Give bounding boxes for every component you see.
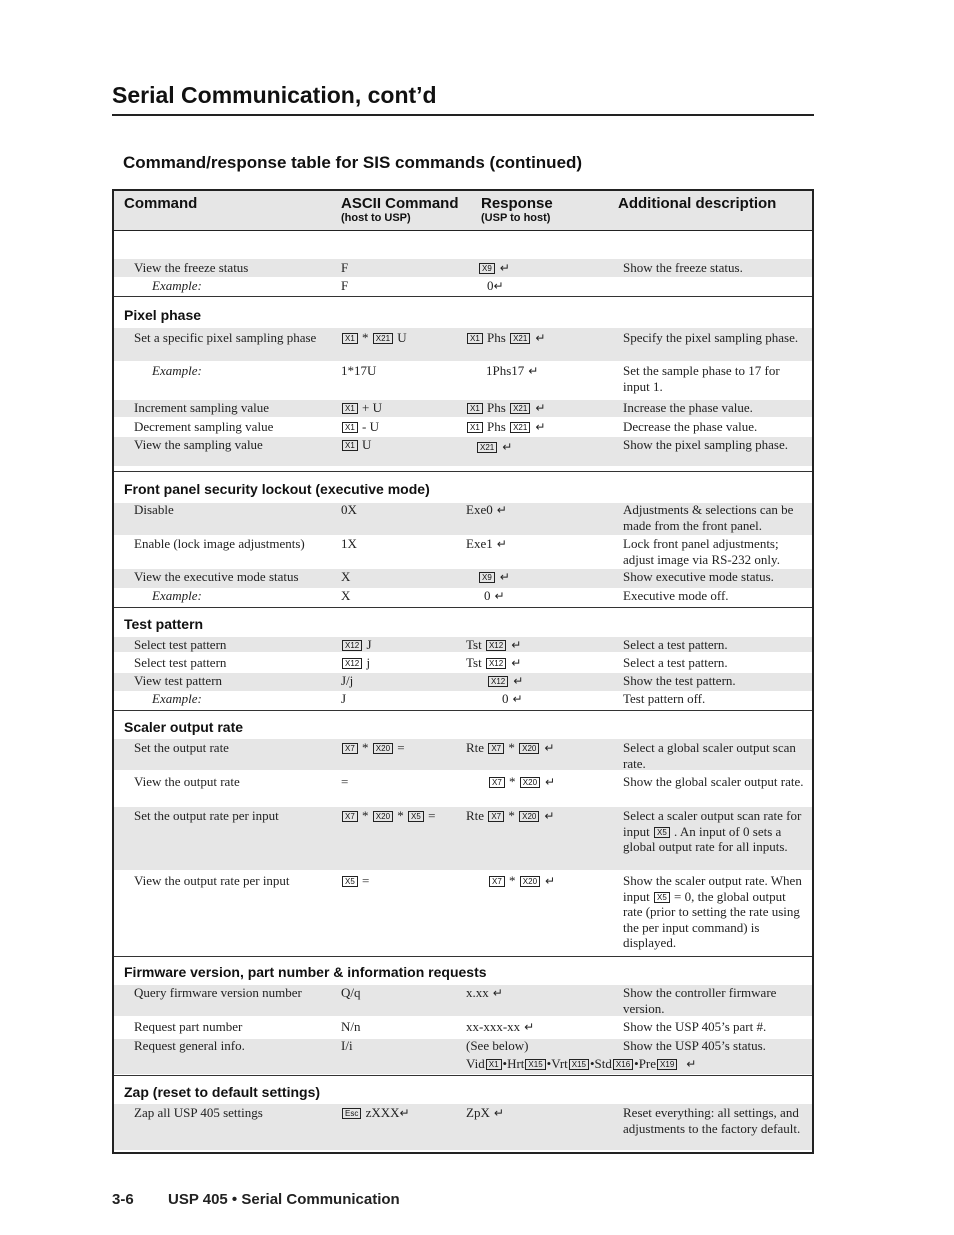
description-cell: Reset everything: all settings, and adjustments to the factory default. xyxy=(623,1105,801,1136)
example-label: Example: xyxy=(152,363,202,378)
header-ascii-command: ASCII Command xyxy=(341,195,459,212)
description-text: Show the scaler output rate. When input xyxy=(623,873,802,904)
variable-token: X19 xyxy=(657,1059,677,1070)
variable-token: X15 xyxy=(569,1059,589,1070)
separator: * xyxy=(509,873,516,888)
ascii-suffix: j xyxy=(366,655,371,670)
command-cell: Request part number xyxy=(134,1019,243,1034)
ascii-suffix: = xyxy=(362,873,370,888)
ascii-cell: Q/q xyxy=(341,985,361,1000)
ascii-suffix: U xyxy=(362,437,372,452)
variable-token: X20 xyxy=(519,743,539,754)
command-cell: Decrement sampling value xyxy=(134,419,274,434)
command-cell: Enable (lock image adjustments) xyxy=(134,536,305,551)
description-cell: Lock front panel adjustments; adjust image via RS-232 only. xyxy=(623,536,780,567)
response-text: Rte xyxy=(466,740,485,755)
description-cell: Select a test pattern. xyxy=(623,655,728,670)
variable-token: X5 xyxy=(654,892,670,903)
command-table xyxy=(112,189,814,1154)
return-icon: ↵ xyxy=(544,809,555,823)
return-icon: ↵ xyxy=(494,589,505,603)
ascii-cell: X xyxy=(341,588,351,603)
variable-token: X15 xyxy=(525,1059,545,1070)
response-cell: (See below) xyxy=(466,1038,529,1053)
description-cell: Increase the phase value. xyxy=(623,400,753,415)
description-text: . An input of 0 sets a global output rate for all inputs. xyxy=(623,823,788,854)
variable-token: X21 xyxy=(510,403,530,414)
group-title: Zap (reset to default settings) xyxy=(124,1084,321,1100)
variable-token: X16 xyxy=(613,1059,633,1070)
variable-token: X9 xyxy=(479,572,495,583)
return-icon: ↵ xyxy=(493,279,504,293)
response-text: Phs xyxy=(487,419,506,434)
response-text: x.xx xyxy=(466,985,489,1000)
variable-token: X5 xyxy=(654,827,670,838)
command-cell: View the freeze status xyxy=(134,260,249,275)
example-label: Example: xyxy=(152,278,202,293)
return-icon: ↵ xyxy=(545,874,556,888)
command-cell: View the output rate xyxy=(134,774,240,789)
description-cell: Show the USP 405’s part #. xyxy=(623,1019,767,1034)
ascii-cell: 0X xyxy=(341,502,357,517)
description-cell: Executive mode off. xyxy=(623,588,729,603)
ascii-suffix: + U xyxy=(362,400,383,415)
command-cell: Select test pattern xyxy=(134,637,227,652)
response-text: xx-xxx-xx xyxy=(466,1019,521,1034)
group-title: Test pattern xyxy=(124,616,204,632)
variable-token: X1 xyxy=(467,403,483,414)
footer-page-number: 3-6 xyxy=(112,1191,134,1208)
variable-token: X7 xyxy=(488,743,504,754)
variable-token: X1 xyxy=(342,403,358,414)
header-response-sub: (USP to host) xyxy=(481,212,551,224)
variable-token: X7 xyxy=(488,811,504,822)
ascii-cell: I/i xyxy=(341,1038,353,1053)
command-cell: Request general info. xyxy=(134,1038,245,1053)
return-icon: ↵ xyxy=(535,331,546,345)
ascii-cell: 1X xyxy=(341,536,357,551)
response-value: 0 xyxy=(502,691,509,706)
variable-token: X20 xyxy=(373,743,393,754)
title-rule xyxy=(112,114,814,116)
variable-token: X20 xyxy=(520,876,540,887)
variable-token: X20 xyxy=(519,811,539,822)
response-text: Exe0 xyxy=(466,502,493,517)
section-heading: Command/response table for SIS commands (continued) xyxy=(123,153,583,172)
description-cell: Adjustments & selections can be made from the front panel. xyxy=(623,502,794,533)
variable-token: X12 xyxy=(342,640,362,651)
variable-token: X21 xyxy=(510,422,530,433)
variable-token: X1 xyxy=(467,422,483,433)
response-text: Tst xyxy=(466,655,482,670)
page-title: Serial Communication, cont’d xyxy=(112,82,437,108)
separator: * xyxy=(362,330,369,345)
command-cell: Set a specific pixel sampling phase xyxy=(134,330,317,345)
variable-token: X12 xyxy=(488,676,508,687)
variable-token: X20 xyxy=(520,777,540,788)
command-cell: Set the output rate per input xyxy=(134,808,279,823)
response-text: •Vrt xyxy=(546,1056,568,1071)
variable-token: X12 xyxy=(486,640,506,651)
return-icon: ↵ xyxy=(545,775,556,789)
header-ascii-sub: (host to USP) xyxy=(341,212,411,224)
response-value: 0 xyxy=(484,588,491,603)
ascii-cell xyxy=(341,1105,410,1122)
ascii-cell: = xyxy=(341,774,349,789)
separator: * xyxy=(397,808,404,823)
description-cell: Show the controller firmware version. xyxy=(623,985,777,1016)
description-cell: Show the global scaler output rate. xyxy=(623,774,804,789)
variable-token: X21 xyxy=(477,442,497,453)
command-cell: View test pattern xyxy=(134,673,223,688)
return-icon: ↵ xyxy=(513,674,524,688)
response-text: Vid xyxy=(466,1056,485,1071)
example-label: Example: xyxy=(152,588,202,603)
return-icon: ↵ xyxy=(511,638,522,652)
command-cell: View the executive mode status xyxy=(134,569,299,584)
variable-token: X7 xyxy=(342,811,358,822)
return-icon: ↵ xyxy=(512,692,523,706)
return-icon: ↵ xyxy=(399,1106,410,1120)
command-cell: View the sampling value xyxy=(134,437,263,452)
variable-token: X5 xyxy=(408,811,424,822)
return-icon: ↵ xyxy=(535,401,546,415)
response-text: Tst xyxy=(466,637,482,652)
return-icon: ↵ xyxy=(686,1057,697,1071)
description-cell: Specify the pixel sampling phase. xyxy=(623,330,799,345)
example-label: Example: xyxy=(152,691,202,706)
return-icon: ↵ xyxy=(496,537,507,551)
description-cell: Select a global scaler output scan rate. xyxy=(623,740,796,771)
response-text: Exe1 xyxy=(466,536,493,551)
footer-title: USP 405 • Serial Communication xyxy=(168,1191,400,1208)
command-cell: Disable xyxy=(134,502,174,517)
variable-token: X12 xyxy=(342,658,362,669)
return-icon: ↵ xyxy=(502,440,513,454)
group-title: Pixel phase xyxy=(124,307,202,323)
description-cell: Show executive mode status. xyxy=(623,569,774,584)
variable-token: X5 xyxy=(342,876,358,887)
variable-token: X21 xyxy=(510,333,530,344)
ascii-cell: X xyxy=(341,569,351,584)
response-text: Phs xyxy=(487,330,506,345)
description-text: = 0, the global output rate (prior to setting the rate using the per input command) is displayed. xyxy=(623,888,800,950)
return-icon: ↵ xyxy=(535,420,546,434)
return-icon: ↵ xyxy=(524,1020,535,1034)
command-cell: Set the output rate xyxy=(134,740,229,755)
ascii-cell: N/n xyxy=(341,1019,361,1034)
description-cell: Show the freeze status. xyxy=(623,260,743,275)
response-value: 1Phs17 xyxy=(486,363,525,378)
variable-token: X1 xyxy=(467,333,483,344)
description-cell: Set the sample phase to 17 for input 1. xyxy=(623,363,780,394)
description-cell: Test pattern off. xyxy=(623,691,706,706)
return-icon: ↵ xyxy=(496,503,507,517)
ascii-suffix: = xyxy=(397,740,405,755)
return-icon: ↵ xyxy=(499,261,510,275)
separator: * xyxy=(509,774,516,789)
description-cell: Show the test pattern. xyxy=(623,673,736,688)
response-text: •Hrt xyxy=(502,1056,525,1071)
group-title: Front panel security lockout (executive mode) xyxy=(124,481,430,497)
variable-token: X1 xyxy=(342,422,358,433)
command-cell: View the output rate per input xyxy=(134,873,290,888)
variable-token: X7 xyxy=(489,876,505,887)
header-command: Command xyxy=(124,195,198,212)
variable-token: X1 xyxy=(342,333,358,344)
ascii-suffix: zXXX xyxy=(365,1105,400,1120)
command-cell: Zap all USP 405 settings xyxy=(134,1105,263,1120)
ascii-suffix: U xyxy=(397,330,407,345)
ascii-suffix: J xyxy=(366,637,372,652)
separator: * xyxy=(508,808,515,823)
return-icon: ↵ xyxy=(528,364,539,378)
ascii-suffix: = xyxy=(428,808,436,823)
return-icon: ↵ xyxy=(492,986,503,1000)
ascii-cell: F xyxy=(341,260,349,275)
variable-token: X7 xyxy=(489,777,505,788)
return-icon: ↵ xyxy=(511,656,522,670)
return-icon: ↵ xyxy=(493,1106,504,1120)
command-cell: Query firmware version number xyxy=(134,985,302,1000)
separator: * xyxy=(362,808,369,823)
variable-token: X1 xyxy=(486,1059,502,1070)
response-value: 0 xyxy=(487,278,494,293)
ascii-suffix: - U xyxy=(362,419,380,434)
description-cell: Select a test pattern. xyxy=(623,637,728,652)
variable-token: X20 xyxy=(373,811,393,822)
separator: * xyxy=(362,740,369,755)
description-text: Select a scaler output scan rate for input xyxy=(623,808,802,839)
ascii-cell: 1*17U xyxy=(341,363,377,378)
response-text: •Std xyxy=(590,1056,612,1071)
header-response: Response xyxy=(481,195,553,212)
response-text: ZpX xyxy=(466,1105,490,1120)
variable-token: X1 xyxy=(342,440,358,451)
variable-token: X9 xyxy=(479,263,495,274)
group-title: Scaler output rate xyxy=(124,719,244,735)
response-text: Rte xyxy=(466,808,485,823)
ascii-cell: J xyxy=(341,691,347,706)
variable-token: X12 xyxy=(486,658,506,669)
response-text: •Pre xyxy=(634,1056,657,1071)
return-icon: ↵ xyxy=(499,570,510,584)
command-cell: Increment sampling value xyxy=(134,400,270,415)
description-cell: Show the USP 405’s status. xyxy=(623,1038,766,1053)
command-cell: Select test pattern xyxy=(134,655,227,670)
response-cell xyxy=(466,1105,504,1122)
return-icon: ↵ xyxy=(544,741,555,755)
description-cell: Decrease the phase value. xyxy=(623,419,758,434)
variable-token: X21 xyxy=(373,333,393,344)
header-description: Additional description xyxy=(618,195,777,212)
ascii-cell: J/j xyxy=(341,673,354,688)
response-text: Phs xyxy=(487,400,506,415)
group-title: Firmware version, part number & information requests xyxy=(124,964,487,980)
variable-token: X7 xyxy=(342,743,358,754)
zap-rows xyxy=(114,191,812,1152)
variable-token: Esc xyxy=(342,1108,361,1119)
description-cell: Show the pixel sampling phase. xyxy=(623,437,789,452)
separator: * xyxy=(508,740,515,755)
ascii-cell: F xyxy=(341,278,349,293)
